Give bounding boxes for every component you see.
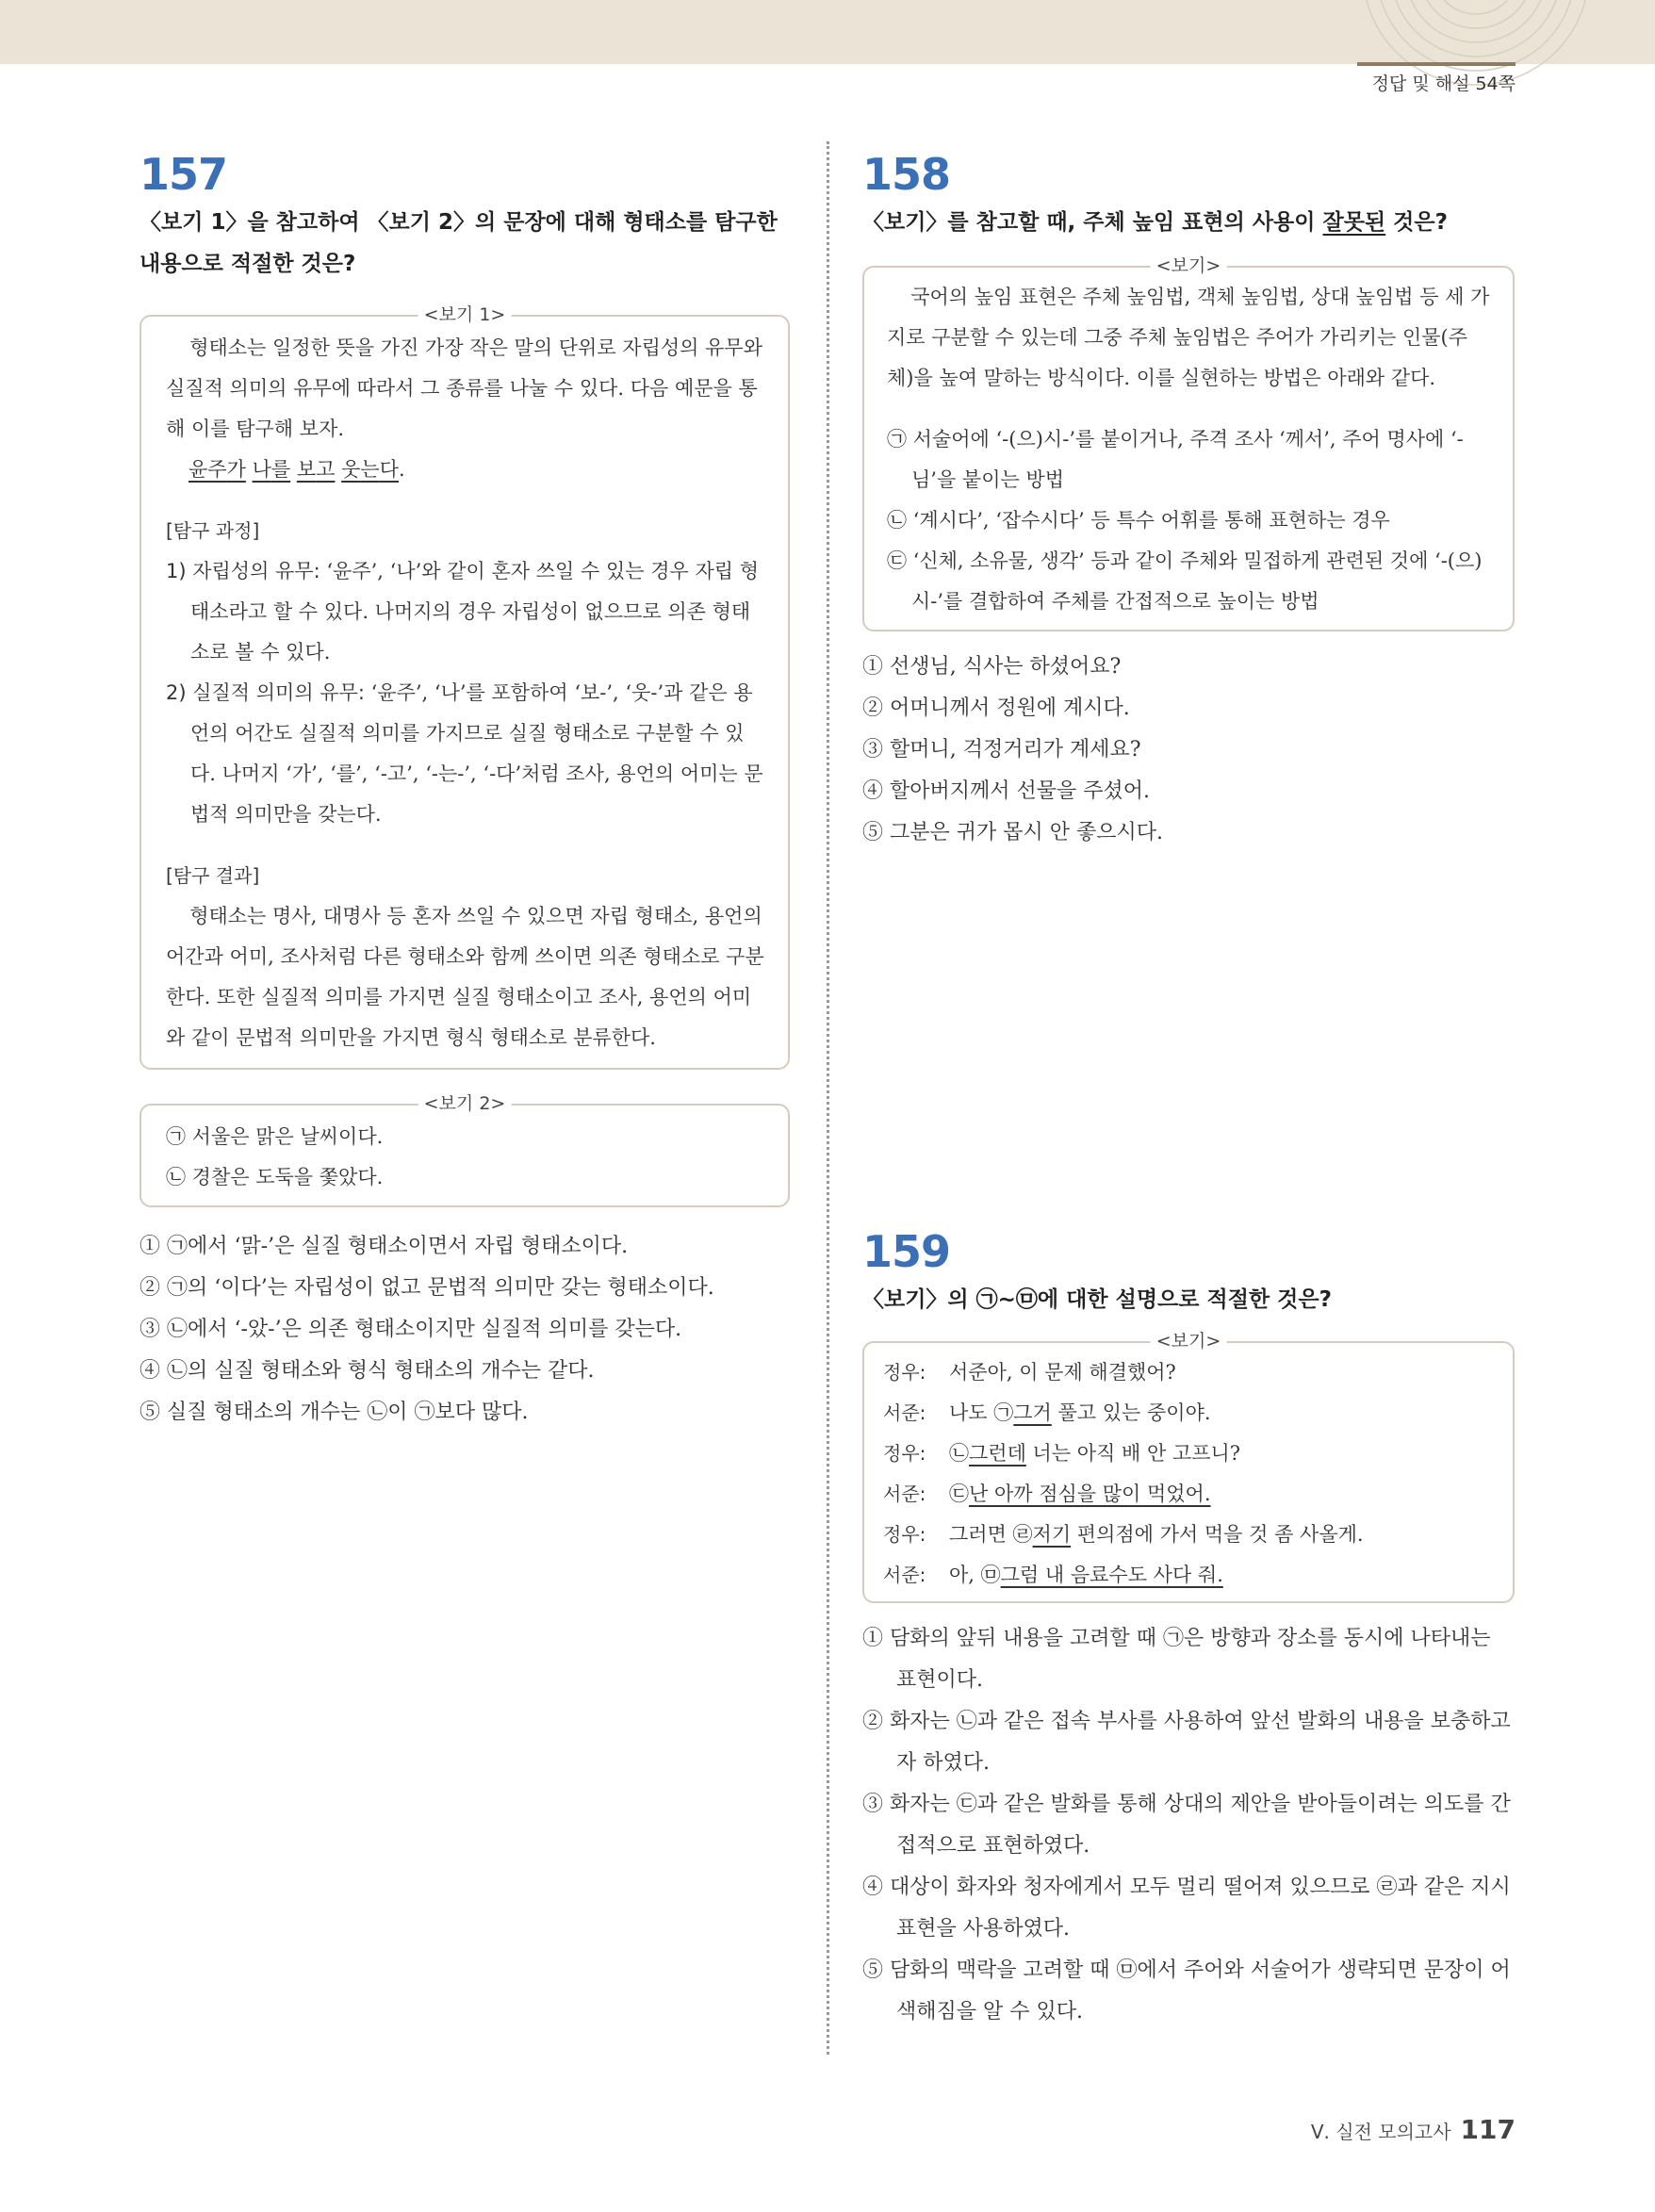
question-stem: 〈보기 1〉을 참고하여 〈보기 2〉의 문장에 대해 형태소를 탐구한 내용으로 적절한 것은?: [139, 210, 778, 276]
example-box-1: [139, 304, 790, 1070]
choice-2[interactable]: ② 어머니께서 정원에 계시다.: [862, 696, 1130, 720]
choice-list: [862, 647, 1515, 854]
question-157: [139, 151, 790, 1434]
page-footer: [1311, 2114, 1516, 2145]
emphasis-underline: 잘못된: [1322, 210, 1386, 235]
example-sentence: 윤주가 나를 보고 웃는다.: [188, 458, 405, 481]
speaker: 서준:: [883, 1401, 926, 1424]
example-sentence-b: ㉡ 경찰은 도둑을 쫓았다.: [166, 1166, 384, 1188]
speaker: 서준:: [883, 1564, 926, 1586]
dialogue-line: 서준: 아, ㉤그럼 내 음료수도 사다 줘.: [883, 1555, 1492, 1596]
choice-2[interactable]: ② 화자는 ㉡과 같은 접속 부사를 사용하여 앞선 발화의 내용을 보충하고자 하였다.: [862, 1710, 1511, 1775]
box-intro: 형태소는 일정한 뜻을 가진 가장 작은 말의 단위로 자립성의 유무와 실질적 의미의 유무에 따라서 그 종류를 나눌 수 있다. 다음 예문을 통해 이를 탐구해 보자.: [166, 336, 762, 440]
question-number: 157: [139, 149, 228, 200]
choice-4[interactable]: ④ ㉡의 실질 형태소와 형식 형태소의 개수는 같다.: [139, 1359, 595, 1383]
choice-5[interactable]: ⑤ 실질 형태소의 개수는 ㉡이 ㉠보다 많다.: [139, 1401, 529, 1424]
morpheme: 가: [226, 458, 246, 481]
example-box: [862, 255, 1515, 631]
choice-1[interactable]: ① ㉠에서 ‘맑-’은 실질 형태소이면서 자립 형태소이다.: [139, 1235, 629, 1258]
dialogue-line: 정우: 서준아, 이 문제 해결했어?: [883, 1352, 1492, 1393]
morpheme: 보: [296, 458, 317, 481]
choice-5[interactable]: ⑤ 그분은 귀가 몹시 안 좋으시다.: [862, 821, 1163, 844]
process-item-2: 2) 실질적 의미의 유무: ‘윤주’, ‘나’를 포함하여 ‘보-’, ‘웃-’과 같은 용언의 어간도 실질적 의미를 가지므로 실질 형태소로 구분할 수 있다. 나머지 ‘가’, ‘를’, ‘-고’, ‘-는-’, ‘-다’처럼 조사, 용언의 어미는 문법적 의미만을 갖는다.: [166, 681, 763, 826]
question-stem: 〈보기〉를 참고할 때, 주체 높임 표현의 사용이 잘못된 것은?: [862, 210, 1448, 235]
box-label: <보기>: [1151, 254, 1227, 277]
example-box-2: [139, 1093, 790, 1207]
column-divider: [827, 141, 829, 2055]
morpheme: 나: [252, 458, 271, 481]
process-item-1: 1) 자립성의 유무: ‘윤주’, ‘나’와 같이 혼자 쓰일 수 있는 경우 자립 형태소라고 할 수 있다. 나머지의 경우 자립성이 없으므로 의존 형태소로 볼 수 있다.: [166, 560, 759, 664]
choice-list: [862, 1618, 1515, 2033]
box-label: <보기 2>: [418, 1092, 512, 1115]
result-text: 형태소는 명사, 대명사 등 혼자 쓰일 수 있으면 자립 형태소, 용언의 어간과 어미, 조사처럼 다른 형태소와 함께 쓰이면 의존 형태소로 구분한다. 또한 실질적 의미를 가지면 실질 형태소이고 조사, 용언의 어미와 같이 문법적 의미만을 가지면 형식 형태소로 분류한다.: [166, 905, 764, 1049]
morpheme: 윤주: [188, 458, 227, 481]
morpheme: 고: [316, 458, 336, 481]
morpheme: 웃: [341, 458, 361, 481]
question-159: [862, 1228, 1515, 2033]
dialogue-line: 서준: 나도 ㉠그거 풀고 있는 중이야.: [883, 1393, 1492, 1434]
speaker: 정우:: [883, 1523, 926, 1546]
morpheme: 다: [379, 458, 400, 481]
choice-3[interactable]: ③ 화자는 ㉢과 같은 발화를 통해 상대의 제안을 받아들이려는 의도를 간접적으로 표현하였다.: [862, 1793, 1511, 1858]
answer-reference: 정답 및 해설 54쪽: [1371, 74, 1516, 94]
section-title: [탐구 과정]: [166, 519, 260, 542]
method-item-2: ㉡ ‘계시다’, ‘잡수시다’ 등 특수 어휘를 통해 표현하는 경우: [887, 509, 1390, 532]
dialogue-line: 정우: ㉡그런데 너는 아직 배 안 고프니?: [883, 1434, 1492, 1474]
choice-4[interactable]: ④ 할아버지께서 선물을 주셨어.: [862, 779, 1150, 803]
choice-2[interactable]: ② ㉠의 ‘이다’는 자립성이 없고 문법적 의미만 갖는 형태소이다.: [139, 1276, 714, 1300]
speaker: 정우:: [883, 1361, 926, 1384]
box-intro: 국어의 높임 표현은 주체 높임법, 객체 높임법, 상대 높임법 등 세 가지로 구분할 수 있는데 그중 주체 높임법은 주어가 가리키는 인물(주체)을 높여 말하는 방식이다. 이를 실현하는 방법은 아래와 같다.: [887, 286, 1490, 389]
page-number: 117: [1460, 2114, 1516, 2145]
morpheme: 를: [270, 458, 291, 481]
dialogue-line: 서준: ㉢난 아까 점심을 많이 먹었어.: [883, 1474, 1492, 1515]
question-158: [862, 151, 1515, 854]
dialogue-line: 정우: 그러면 ㉣저기 편의점에 가서 먹을 것 좀 사올게.: [883, 1515, 1492, 1555]
method-item-1: ㉠ 서술어에 ‘-(으)시-’를 붙이거나, 주격 조사 ‘께서’, 주어 명사에 ‘-님’을 붙이는 방법: [887, 428, 1464, 491]
choice-4[interactable]: ④ 대상이 화자와 청자에게서 모두 멀리 떨어져 있으므로 ㉣과 같은 지시 표현을 사용하였다.: [862, 1876, 1511, 1941]
method-item-3: ㉢ ‘신체, 소유물, 생각’ 등과 같이 주체와 밀접하게 관련된 것에 ‘-(으)시-’를 결합하여 주체를 간접적으로 높이는 방법: [887, 549, 1483, 613]
question-number: 159: [862, 1226, 951, 1277]
box-label: <보기 1>: [418, 303, 512, 326]
section-title: Ⅴ. 실전 모의고사: [1310, 2121, 1451, 2143]
choice-1[interactable]: ① 선생님, 식사는 하셨어요?: [862, 655, 1122, 679]
choice-3[interactable]: ③ ㉡에서 ‘-았-’은 의존 형태소이지만 실질적 의미를 갖는다.: [139, 1318, 682, 1341]
box-label: <보기>: [1151, 1330, 1227, 1352]
choice-1[interactable]: ① 담화의 앞뒤 내용을 고려할 때 ㉠은 방향과 장소를 동시에 나타내는 표현이다.: [862, 1627, 1491, 1692]
example-box: [862, 1331, 1515, 1603]
choice-3[interactable]: ③ 할머니, 걱정거리가 계세요?: [862, 738, 1141, 762]
morpheme: 는: [360, 458, 380, 481]
choice-5[interactable]: ⑤ 담화의 맥락을 고려할 때 ㉤에서 주어와 서술어가 생략되면 문장이 어색해짐을 알 수 있다.: [862, 1958, 1511, 2024]
question-stem: 〈보기〉의 ㉠~㉤에 대한 설명으로 적절한 것은?: [862, 1287, 1332, 1312]
section-title: [탐구 결과]: [166, 864, 260, 887]
question-number: 158: [862, 149, 951, 200]
choice-list: [139, 1226, 790, 1434]
example-sentence-a: ㉠ 서울은 맑은 날씨이다.: [166, 1125, 384, 1148]
header-rule: [1357, 62, 1516, 66]
speaker: 정우:: [883, 1442, 926, 1465]
speaker: 서준:: [883, 1483, 926, 1505]
